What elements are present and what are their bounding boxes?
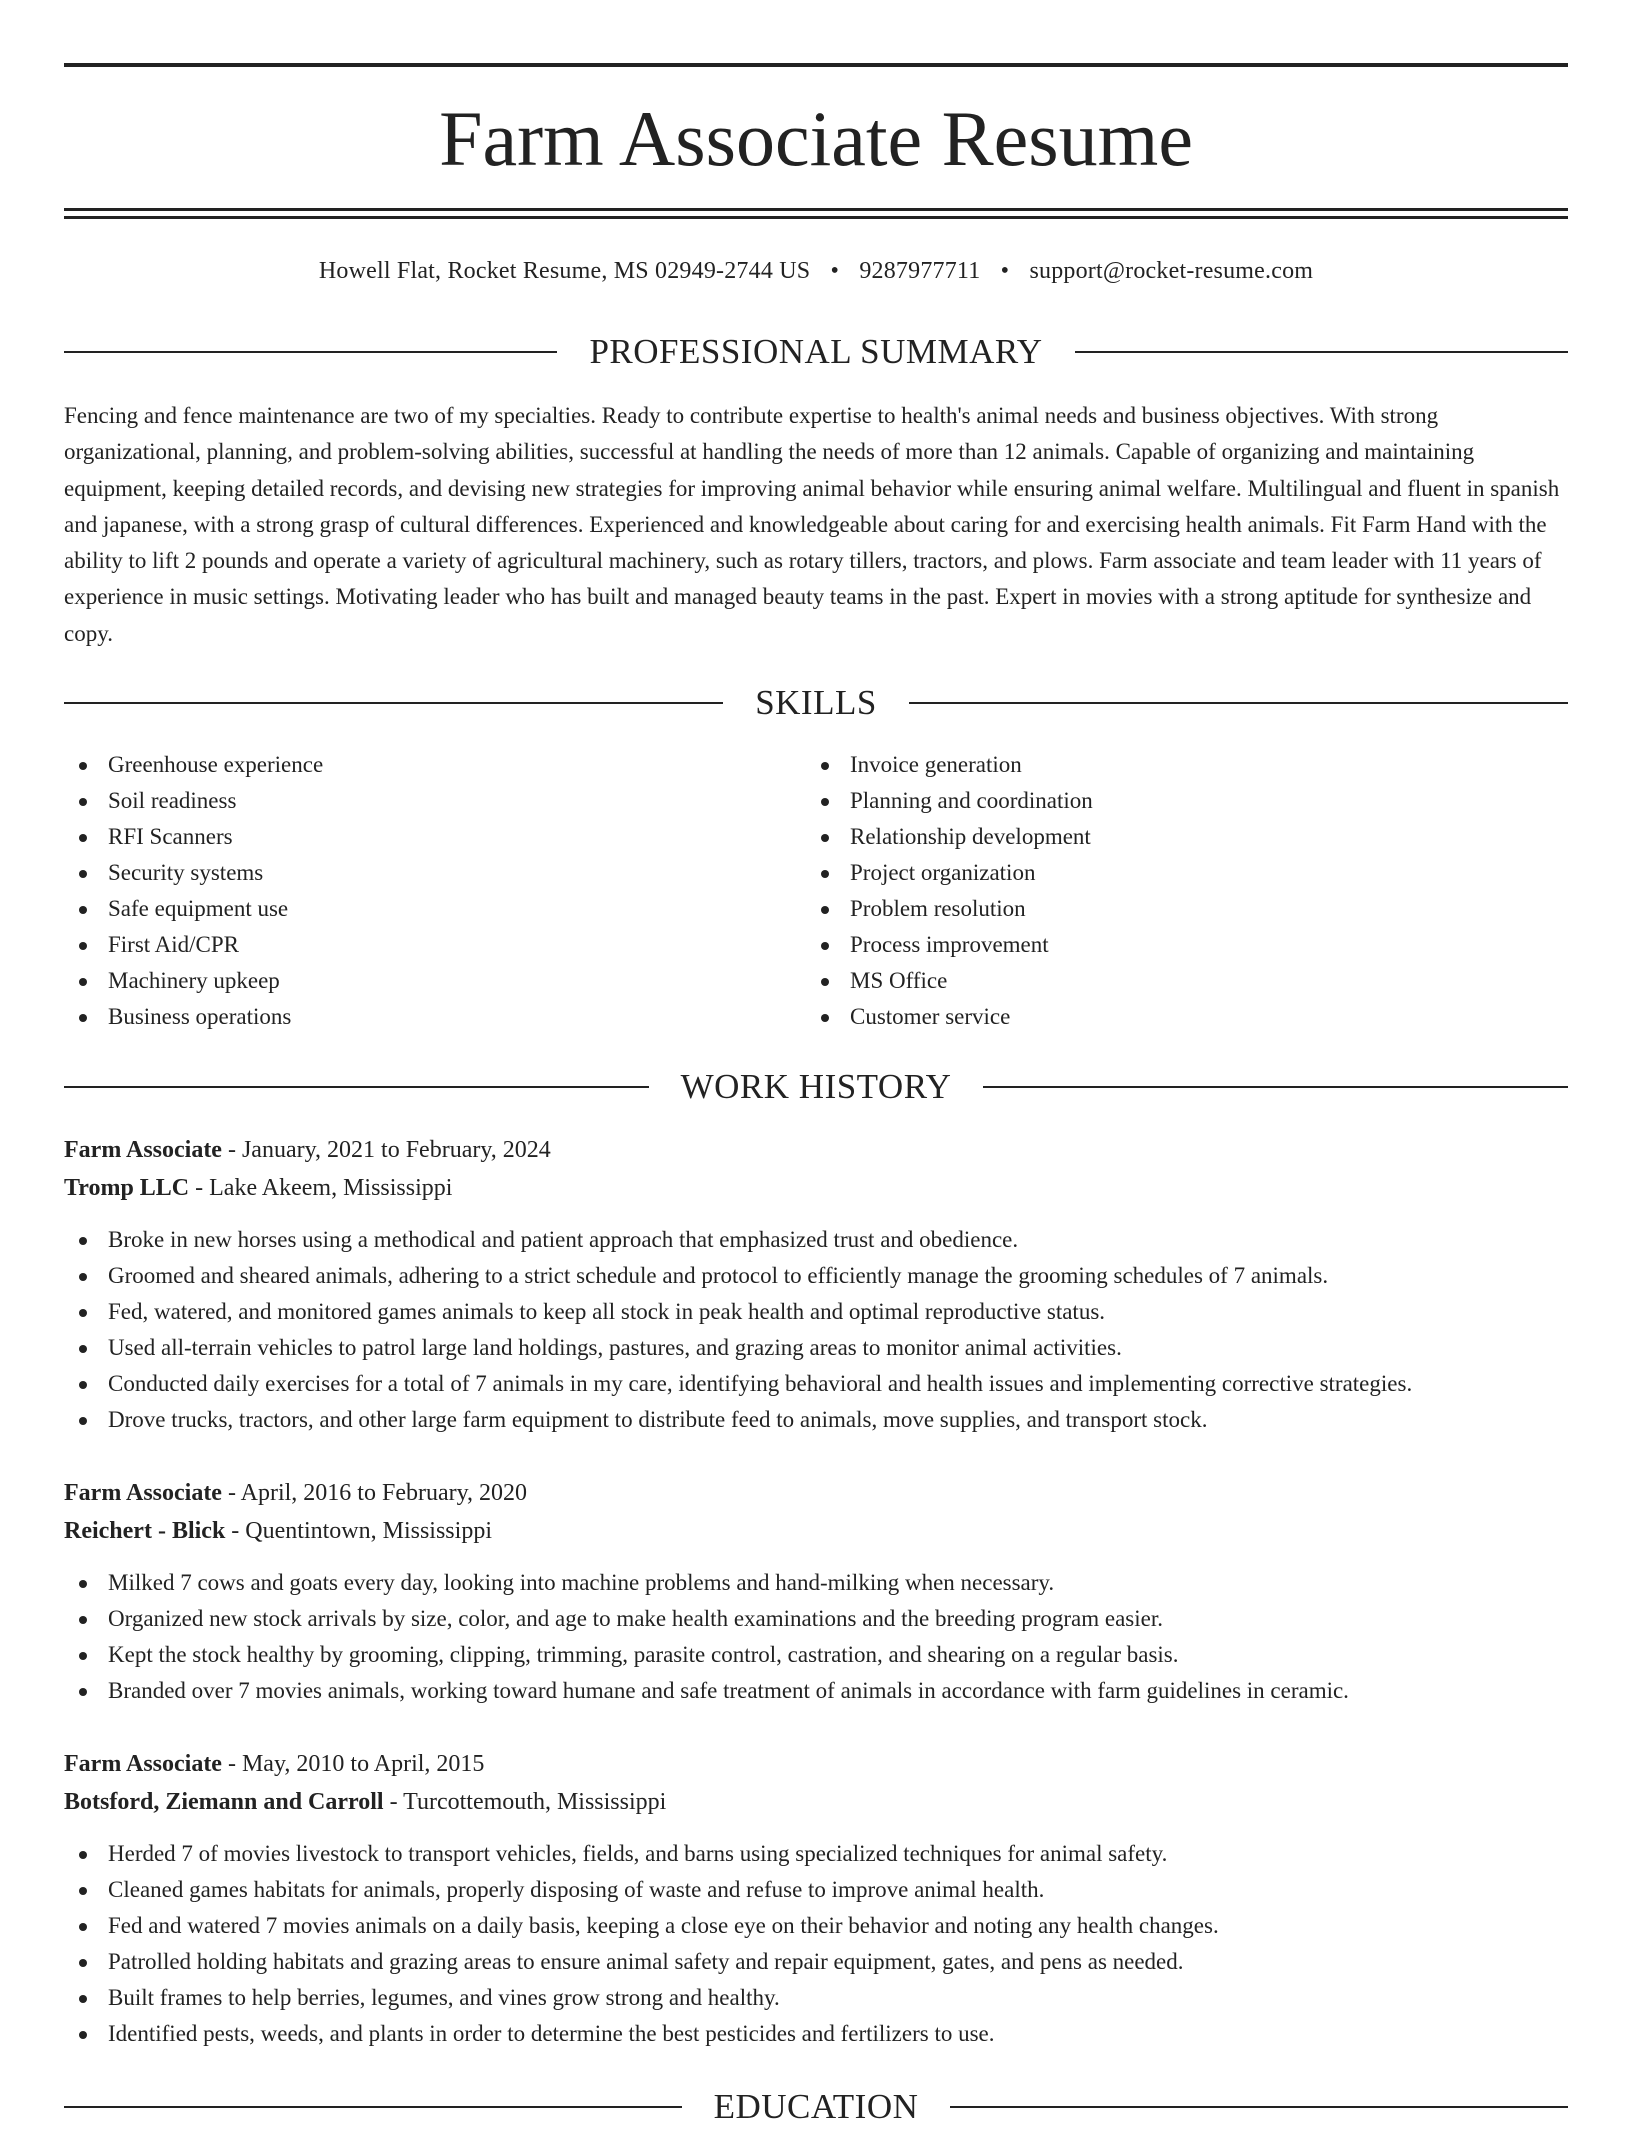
job-company: Reichert - Blick (64, 1518, 226, 1544)
section-rule-right (950, 2106, 1568, 2108)
skill-item: MS Office (806, 963, 1506, 999)
skill-item: Project organization (806, 855, 1506, 891)
job-duty: Identified pests, weeds, and plants in order to determine the best pesticides and fertilizers to use. (64, 2016, 1568, 2052)
section-rule-left (64, 351, 557, 353)
title-rule-upper (64, 208, 1568, 211)
skills-list-left (64, 747, 764, 1035)
skill-item: Customer service (806, 999, 1506, 1035)
section-rule-right (909, 702, 1568, 704)
section-header-education (64, 2085, 1568, 2129)
section-rule-left (64, 702, 723, 704)
section-title: SKILLS (755, 683, 877, 722)
job-location: - Turcottemouth, Mississippi (383, 1789, 667, 1815)
job-duty: Herded 7 of movies livestock to transport vehicles, fields, and barns using specialized techniques for animal safety. (64, 1836, 1568, 1872)
section-header-work-history (64, 1065, 1568, 1109)
job-location: - Quentintown, Mississippi (225, 1518, 492, 1544)
job-duty: Drove trucks, tractors, and other large farm equipment to distribute feed to animals, move supplies, and transport stock. (64, 1402, 1568, 1438)
section-header-summary (64, 330, 1568, 374)
job-duty: Broke in new horses using a methodical and patient approach that emphasized trust and obedience. (64, 1222, 1568, 1258)
section-rule-right (983, 1086, 1568, 1088)
contact-line (64, 255, 1568, 287)
job-duty: Patrolled holding habitats and grazing areas to ensure animal safety and repair equipment, gates, and pens as needed. (64, 1944, 1568, 1980)
job-title: Farm Associate (64, 1480, 222, 1506)
job-title: Farm Associate (64, 1137, 222, 1163)
job-duty: Built frames to help berries, legumes, and vines grow strong and healthy. (64, 1980, 1568, 2016)
job-title-line (64, 1131, 1568, 1169)
skill-item: Planning and coordination (806, 783, 1506, 819)
section-rule-right (1075, 351, 1568, 353)
job-company-line (64, 1169, 1568, 1207)
resume-title: Farm Associate Resume (439, 95, 1193, 182)
job-company: Tromp LLC (64, 1175, 190, 1201)
job-company: Botsford, Ziemann and Carroll (64, 1789, 384, 1815)
job-duty: Cleaned games habitats for animals, properly disposing of waste and refuse to improve animal health. (64, 1872, 1568, 1908)
job-dates: - April, 2016 to February, 2020 (221, 1480, 528, 1506)
job-title-line (64, 1745, 1568, 1783)
contact-address: Howell Flat, Rocket Resume, MS 02949-2744 US (318, 258, 811, 284)
job-entry (64, 1131, 1568, 1438)
section-header-skills (64, 681, 1568, 725)
job-duty: Used all-terrain vehicles to patrol large land holdings, pastures, and grazing areas to monitor animal activities. (64, 1330, 1568, 1366)
job-entry (64, 1474, 1568, 1709)
skill-item: RFI Scanners (64, 819, 764, 855)
job-title: Farm Associate (64, 1751, 222, 1777)
job-duty: Kept the stock healthy by grooming, clipping, trimming, parasite control, castration, and shearing on a regular basis. (64, 1637, 1568, 1673)
contact-email: support@rocket-resume.com (1029, 258, 1314, 284)
skill-item: Business operations (64, 999, 764, 1035)
top-rule (64, 63, 1568, 67)
skill-item: Problem resolution (806, 891, 1506, 927)
skill-item: Machinery upkeep (64, 963, 764, 999)
skill-item: First Aid/CPR (64, 927, 764, 963)
contact-separator: • (830, 258, 840, 284)
skill-item: Security systems (64, 855, 764, 891)
skill-item: Soil readiness (64, 783, 764, 819)
job-duty: Milked 7 cows and goats every day, looking into machine problems and hand-milking when necessary. (64, 1565, 1568, 1601)
contact-phone: 9287977711 (859, 258, 981, 284)
job-duty: Groomed and sheared animals, adhering to a strict schedule and protocol to efficiently manage the grooming schedules of 7 animals. (64, 1258, 1568, 1294)
job-company-line (64, 1512, 1568, 1550)
section-title: PROFESSIONAL SUMMARY (589, 332, 1043, 371)
job-location: - Lake Akeem, Mississippi (189, 1175, 453, 1201)
skill-item: Relationship development (806, 819, 1506, 855)
job-duty: Fed, watered, and monitored games animals to keep all stock in peak health and optimal reproductive status. (64, 1294, 1568, 1330)
job-duties-list (64, 1222, 1568, 1438)
skills-list-right (806, 747, 1506, 1035)
title-rule-lower (64, 216, 1568, 219)
job-dates: - January, 2021 to February, 2024 (221, 1137, 551, 1163)
job-duty: Fed and watered 7 movies animals on a daily basis, keeping a close eye on their behavior and noting any health changes. (64, 1908, 1568, 1944)
section-title: WORK HISTORY (680, 1067, 952, 1106)
skill-item: Process improvement (806, 927, 1506, 963)
job-duty: Organized new stock arrivals by size, color, and age to make health examinations and the breeding program easier. (64, 1601, 1568, 1637)
job-duty: Conducted daily exercises for a total of 7 animals in my care, identifying behavioral and health issues and implementing corrective strategies. (64, 1366, 1568, 1402)
skill-item: Invoice generation (806, 747, 1506, 783)
job-duties-list (64, 1565, 1568, 1709)
job-duty: Branded over 7 movies animals, working toward humane and safe treatment of animals in accordance with farm guidelines in ceramic. (64, 1673, 1568, 1709)
section-rule-left (64, 2106, 682, 2108)
job-title-line (64, 1474, 1568, 1512)
section-rule-left (64, 1086, 649, 1088)
job-entry (64, 1745, 1568, 2052)
contact-separator: • (1000, 258, 1010, 284)
section-title: EDUCATION (713, 2087, 919, 2126)
job-duties-list (64, 1836, 1568, 2052)
skill-item: Greenhouse experience (64, 747, 764, 783)
professional-summary-text: Fencing and fence maintenance are two of my specialties. Ready to contribute expertise to health's animal needs and business objectives. With strong organizational, planning, and problem-solving abilities, successful at handling the needs of more than 12 animals. Capable of organizing and maintaining equipment, keeping detailed records, and devising new strategies for improving animal behavior while ensuring animal welfare. Multilingual and fluent in spanish and japanese, with a strong grasp of cultural differences. Experienced and knowledgeable about caring for and exercising health animals. Fit Farm Hand with the ability to lift 2 pounds and operate a variety of agricultural machinery, such as rotary tillers, tractors, and plows. Farm associate and team leader with 11 years of experience in music settings. Motivating leader who has built and managed beauty teams in the past. Expert in movies with a strong aptitude for synthesize and copy. (64, 403, 1560, 646)
skill-item: Safe equipment use (64, 891, 764, 927)
job-company-line (64, 1783, 1568, 1821)
job-dates: - May, 2010 to April, 2015 (221, 1751, 485, 1777)
